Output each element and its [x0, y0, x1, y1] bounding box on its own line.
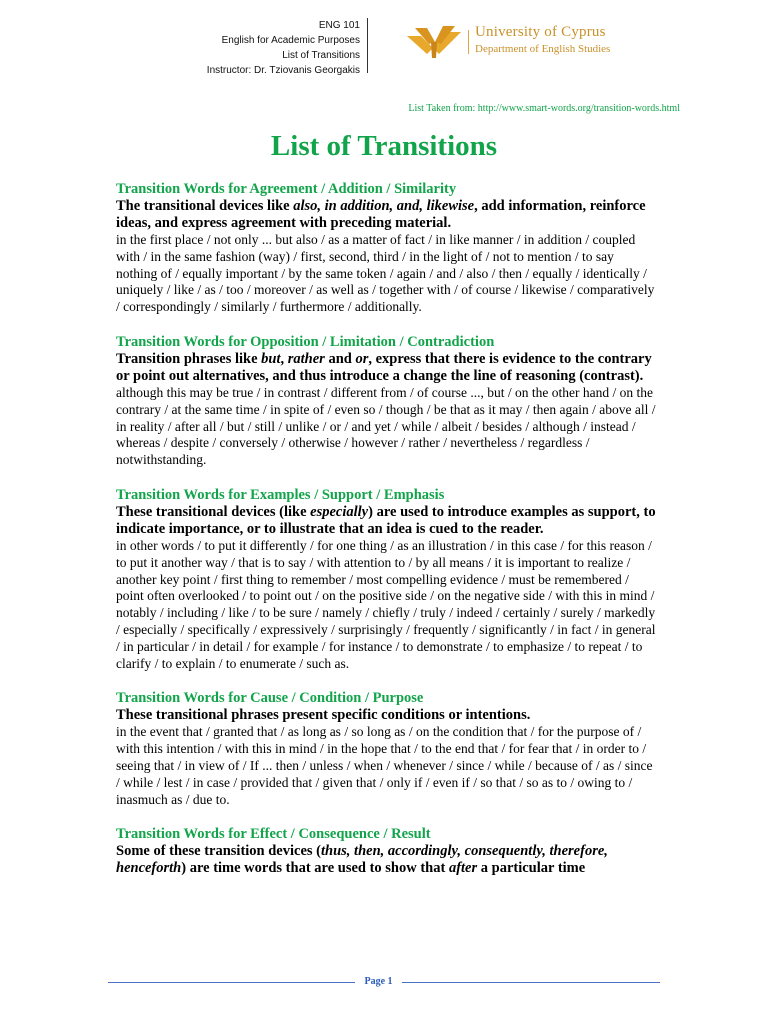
section-heading: Transition Words for Opposition / Limitation / Contradiction: [116, 333, 495, 350]
intro-text: , add information, reinforce ideas, and express agreement with preceding material.: [116, 198, 646, 231]
section-agreement: [116, 180, 656, 316]
emphasized-term: also, in addition, and, likewise: [293, 198, 475, 214]
course-name: English for Academic Purposes: [221, 35, 360, 46]
section-examples: [116, 486, 656, 672]
emphasized-term: after: [448, 860, 478, 877]
course-info: [110, 18, 360, 78]
section-word-list: in the first place / not only ... but also / as a matter of fact / in like manner / in addition / coupled with / in the same fashion (way) / first, second, third / in the light of / not to mention / to say nothing of / equally important / by the same token / again / and / also / then / equally / identically / uniquely / like / as / too / moreover / as well as / together with / of course / likewise / comparatively / correspondingly / similarly / furthermore / additionally.: [116, 232, 655, 315]
page-number: Page 1: [364, 976, 393, 987]
instructor-name: Instructor: Dr. Tziovanis Georgakis: [206, 65, 360, 76]
section-heading: Transition Words for Effect / Consequence / Result: [116, 826, 431, 843]
logo-divider: [468, 30, 469, 54]
course-code: ENG 101: [318, 20, 360, 31]
section-cause: [116, 689, 656, 808]
document-name: List of Transitions: [282, 50, 360, 61]
section-word-list: in other words / to put it differently / for one thing / as an illustration / in this case / for this reason / to put it another way / that is to say / with attention to / by all means / it is important to realize / another key point / first thing to remember / most compelling evidence / must be remembered / point often overlooked / to point out / on the positive side / on the negative side / with this in mind / notably / including / like / to be sure / namely / chiefly / truly / indeed / certainly / surely / markedly / especially / specifically / expressively / surprisingly / frequently / significantly / in fact / in general / in particular / in detail / for example / for instance / to demonstrate / to emphasize / to repeat / to clarify / to explain / to enumerate / such as.: [116, 537, 656, 671]
emphasized-term: thus, then, accordingly, consequently, therefore, henceforth: [116, 843, 608, 877]
source-note: List Taken from: http://www.smart-words.org/transition-words.html: [408, 103, 680, 114]
intro-text: a particular time: [477, 860, 586, 877]
intro-text: These transitional devices (like: [116, 503, 311, 520]
footer-rule-left: [108, 982, 355, 983]
university-logo: [405, 22, 665, 62]
section-effect: [116, 825, 656, 877]
section-intro: [116, 707, 656, 724]
university-name: University of Cyprus: [475, 24, 606, 40]
emphasized-term: but: [261, 350, 281, 367]
section-intro: [116, 843, 656, 877]
emphasized-term: or: [355, 350, 369, 367]
intro-text: ,: [280, 350, 288, 367]
document-body: [116, 180, 656, 894]
section-word-list: in the event that / granted that / as long as / so long as / on the condition that / for the purpose of / with this intention / with this in mind / in the hope that / to the end that / for fear that / in order to / seeing that / in view of / If ... then / unless / when / whenever / since / while / because of / as / since / while / lest / in case / provided that / given that / only if / even if / so that / so as to / owing to / inasmuch as / due to.: [116, 724, 653, 807]
section-heading: Transition Words for Agreement / Addition / Similarity: [116, 181, 457, 197]
intro-text: and: [324, 350, 356, 367]
section-intro: [116, 351, 656, 385]
intro-text: Some of these transition devices (: [116, 843, 321, 860]
emphasized-term: especially: [310, 503, 369, 520]
department-name: Department of English Studies: [475, 43, 611, 55]
header-divider: [367, 18, 368, 73]
intro-text: , express that there is evidence to the contrary or point out alternatives, and thus introduce a change the line of reasoning (contrast).: [116, 350, 652, 384]
section-intro: [116, 504, 656, 538]
intro-text: ) are time words that are used to show that: [181, 860, 449, 877]
emphasized-term: rather: [287, 350, 325, 367]
page-title: List of Transitions: [270, 130, 498, 162]
intro-text: Transition phrases like: [116, 350, 262, 367]
footer-rule-right: [402, 982, 660, 983]
section-intro: [116, 198, 656, 232]
section-opposition: [116, 333, 656, 469]
section-heading: Transition Words for Examples / Support / Emphasis: [116, 486, 445, 503]
intro-text: The transitional devices like: [116, 198, 294, 214]
section-heading: Transition Words for Cause / Condition / Purpose: [116, 690, 424, 707]
intro-text: These transitional phrases present specific conditions or intentions.: [116, 707, 531, 724]
intro-text: ) are used to introduce examples as support, to indicate importance, or to illustrate that an idea is cued to the reader.: [116, 503, 656, 537]
section-word-list: although this may be true / in contrast / different from / of course ..., but / on the other hand / on the contrary / at the same time / in spite of / even so / though / be that as it may / then again / above all / in reality / after all / but / still / unlike / or / and yet / while / albeit / besides / although / instead / whereas / despite / conversely / otherwise / however / rather / nevertheless / regardless / notwithstanding.: [116, 384, 656, 468]
cyprus-tree-logo-icon: [405, 22, 465, 62]
